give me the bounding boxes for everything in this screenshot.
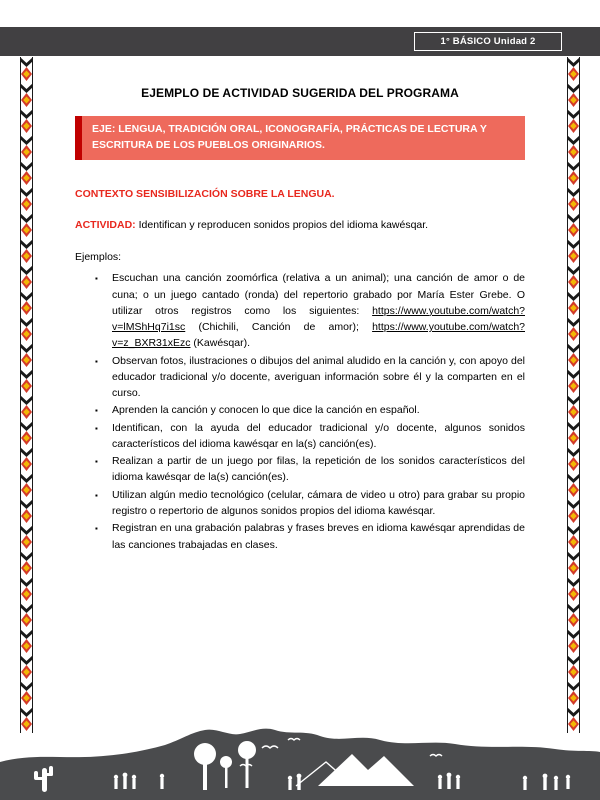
activity-label: ACTIVIDAD:: [75, 218, 136, 231]
bullet-icon: ▪: [95, 406, 98, 416]
examples-label: Ejemplos:: [75, 251, 122, 264]
page-title: EJEMPLO DE ACTIVIDAD SUGERIDA DEL PROGRAMA: [141, 86, 459, 100]
bullet-icon: ▪: [95, 423, 98, 433]
bullet-icon: ▪: [95, 274, 98, 284]
list-item: ▪ Observan fotos, ilustraciones o dibujos del animal aludido en la canción y, con apoyo del educador tradicional y/o docente, averiguan información sobre él y la comparten en el curso.: [95, 354, 525, 400]
list-item: ▪ Escuchan una canción zoomórfica (relativa a un animal); una canción de amor o de cuna; o un juego cantado (ronda) del repertorio grabado por María Ester Grebe. O utilizar otros registros como los siguientes: https://www.youtube.com/watch?v=lMShHq7i1sc (Chichili, Canción de amor); https://www.youtube.com/watch?v=z_BXR31xEzc (Kawésqar).: [95, 272, 525, 350]
right-border-ornament: [567, 57, 580, 733]
youtube-link[interactable]: https://www.youtube.com/watch?v=z_BXR31xEzc: [112, 321, 525, 350]
list-item: ▪ Identifican, con la ayuda del educador tradicional y/o docente, algunos sonidos característicos del idioma kawésqar en la(s) canción(es).: [95, 421, 525, 450]
left-border-ornament: [20, 57, 33, 733]
youtube-link[interactable]: https://www.youtube.com/watch?v=lMShHq7i1sc: [112, 304, 525, 334]
list-item: ▪ Utilizan algún medio tecnológico (celular, cámara de video u otro) para grabar su propio registro o repertorio de algunos sonidos propios del idioma kawésqar.: [95, 488, 525, 517]
document-body: [75, 86, 525, 554]
bullet-icon: ▪: [95, 524, 98, 534]
list-item: ▪ Realizan a partir de un juego por filas, la repetición de los sonidos característicos del idioma kawésqar de la(s) canción(es).: [95, 455, 525, 484]
list-item: ▪ Aprenden la canción y conocen lo que dice la canción en español.: [95, 404, 420, 417]
bullet-icon: ▪: [95, 490, 98, 500]
activity-line: [75, 218, 525, 234]
footer-illustration: [0, 722, 600, 800]
unit-badge: 1° BÁSICO Unidad 2: [414, 32, 562, 51]
top-bar: [0, 27, 600, 56]
list-item: ▪ Registran en una grabación palabras y frases breves en idioma kawésqar aprendidas de las canciones trabajadas en clases.: [95, 522, 525, 551]
activity-text: Identifican y reproducen sonidos propios del idioma kawésqar.: [138, 218, 429, 231]
bullet-icon: ▪: [95, 457, 98, 467]
eje-banner: EJE: LENGUA, TRADICIÓN ORAL, ICONOGRAFÍA, PRÁCTICAS DE LECTURA Y ESCRITURA DE LOS PUEBLOS ORIGINARIOS.: [75, 116, 525, 160]
context-heading: CONTEXTO SENSIBILIZACIÓN SOBRE LA LENGUA.: [75, 187, 335, 200]
bullet-icon: ▪: [95, 356, 98, 366]
examples-list: [95, 270, 525, 553]
